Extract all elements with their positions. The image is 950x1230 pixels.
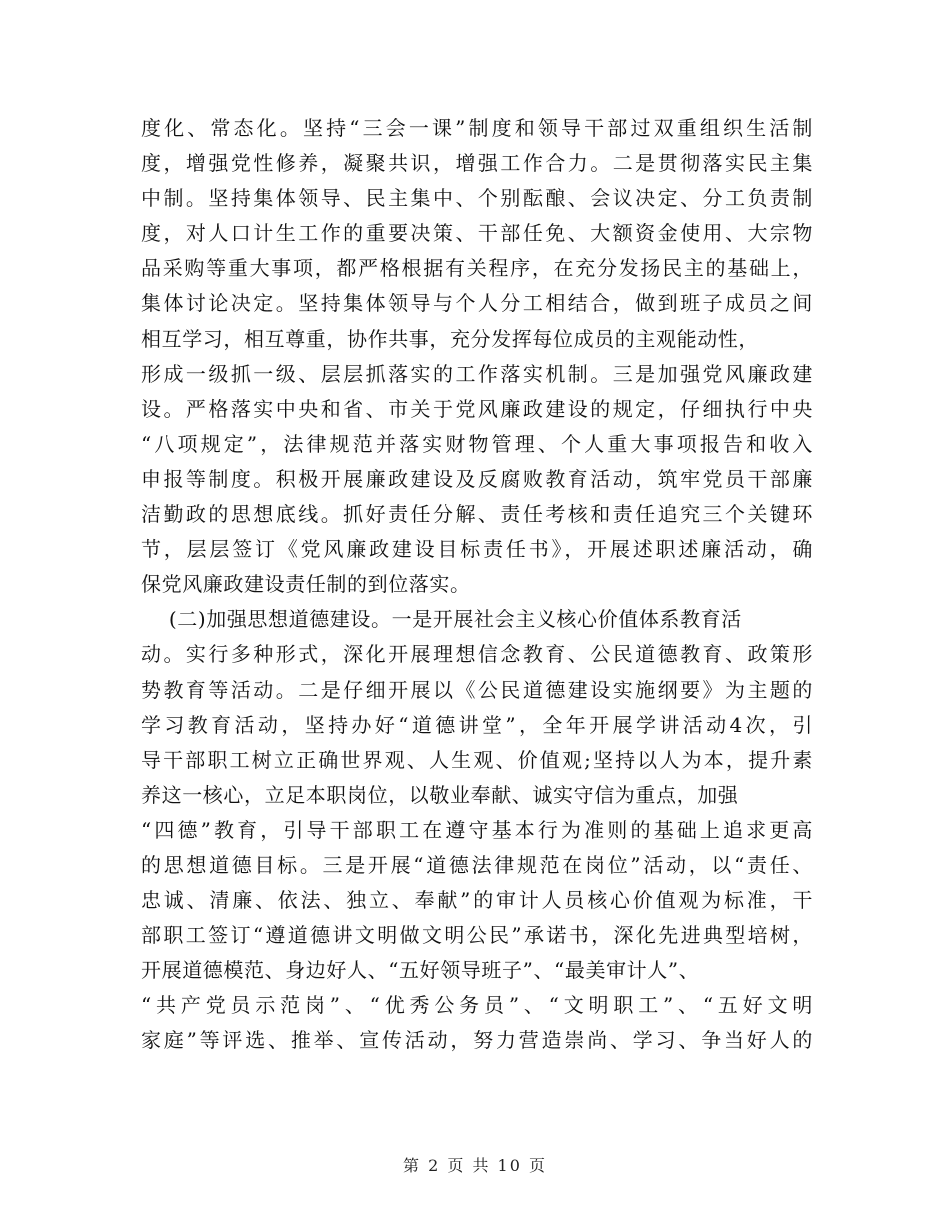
paragraph-line: 品采购等重大事项，都严格根据有关程序，在充分发扬民主的基础上， [141, 256, 813, 281]
paragraph-line: “共产党员示范岗”、“优秀公务员”、“文明职工”、“五好文明 [141, 993, 813, 1018]
document-body [141, 111, 813, 1059]
paragraph-line: 学习教育活动，坚持办好“道德讲堂”，全年开展学讲活动4次，引 [141, 712, 813, 737]
paragraph-line: 保党风廉政建设责任制的到位落实。 [141, 572, 471, 597]
paragraph-line: 洁勤政的思想底线。抓好责任分解、责任考核和责任追究三个关键环 [141, 502, 813, 527]
paragraph-line: 导干部职工树立正确世界观、人生观、价值观;坚持以人为本，提升素 [141, 747, 813, 772]
paragraph-line: “八项规定”，法律规范并落实财物管理、个人重大事项报告和收入 [141, 431, 813, 456]
paragraph-line: 度，对人口计生工作的重要决策、干部任免、大额资金使用、大宗物 [141, 221, 813, 246]
paragraph-line: 部职工签订“遵道德讲文明做文明公民”承诺书，深化先进典型培树， [141, 923, 813, 948]
paragraph-line: 家庭”等评选、推举、宣传活动，努力营造崇尚、学习、争当好人的 [141, 1028, 813, 1053]
paragraph-line: 申报等制度。积极开展廉政建设及反腐败教育活动，筑牢党员干部廉 [141, 466, 813, 491]
paragraph-line: “四德”教育，引导干部职工在遵守基本行为准则的基础上追求更高 [141, 817, 813, 842]
paragraph-line: 的思想道德目标。三是开展“道德法律规范在岗位”活动，以“责任、 [141, 852, 813, 877]
paragraph-line: 忠诚、清廉、依法、独立、奉献”的审计人员核心价值观为标准，干 [141, 888, 813, 913]
paragraph-line: (二)加强思想道德建设。一是开展社会主义核心价值体系教育活 [141, 607, 742, 632]
paragraph-line: 设。严格落实中央和省、市关于党风廉政建设的规定，仔细执行中央 [141, 396, 813, 421]
paragraph-line: 形成一级抓一级、层层抓落实的工作落实机制。三是加强党风廉政建 [141, 361, 813, 386]
paragraph-line: 度化、常态化。坚持“三会一课”制度和领导干部过双重组织生活制 [141, 116, 813, 140]
paragraph-line: 节，层层签订《党风廉政建设目标责任书》，开展述职述廉活动，确 [141, 537, 813, 562]
paragraph-line: 养这一核心，立足本职岗位，以敬业奉献、诚实守信为重点，加强 [141, 782, 739, 807]
paragraph-line: 动。实行多种形式，深化开展理想信念教育、公民道德教育、政策形 [141, 642, 813, 667]
paragraph-line: 中制。坚持集体领导、民主集中、个别酝酿、会议决定、分工负责制 [141, 186, 813, 211]
page-footer: 第 2 页 共 10 页 [403, 1156, 547, 1175]
paragraph-line: 势教育等活动。二是仔细开展以《公民道德建设实施纲要》为主题的 [141, 677, 813, 702]
paragraph-line: 度，增强党性修养，凝聚共识，增强工作合力。二是贯彻落实民主集 [141, 151, 813, 176]
paragraph-line: 集体讨论决定。坚持集体领导与个人分工相结合，做到班子成员之间 [141, 291, 813, 316]
paragraph-line: 相互学习，相互尊重，协作共事，充分发挥每位成员的主观能动性， [141, 326, 759, 351]
paragraph-line: 开展道德模范、身边好人、“五好领导班子”、“最美审计人”、 [141, 958, 700, 983]
